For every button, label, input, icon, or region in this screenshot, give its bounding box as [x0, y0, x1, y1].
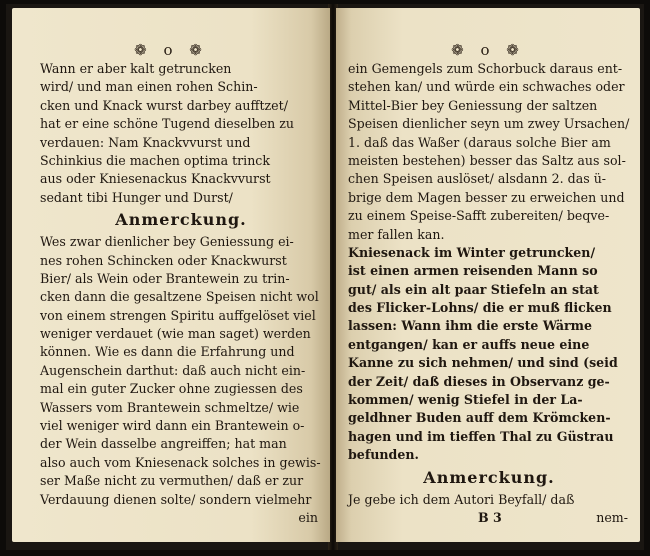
- right-heading: Anmerckung.: [423, 467, 555, 487]
- left-body-line: weniger verdauet (wie man saget) werden: [40, 326, 311, 342]
- right-verse-line: Kanne zu sich nehmen/ und sind (seid: [348, 355, 618, 371]
- left-text-block: [40, 60, 322, 527]
- left-body-line: Wes zwar dienlicher bey Geniessung ei-: [40, 234, 294, 250]
- left-body-line: also auch vom Kniesenack solches in gewis-: [40, 454, 321, 470]
- right-body-line: ein Gemengels zum Schorbuck daraus ent-: [348, 61, 623, 76]
- left-catchword: ein: [298, 509, 318, 525]
- right-body-line: mer fallen kan.: [348, 226, 445, 242]
- left-verse-line: Schinkius die machen optima trinck: [40, 152, 270, 168]
- right-body-line: meisten bestehen) besser das Saltz aus sol-: [348, 152, 626, 168]
- right-verse-line: kommen/ wenig Stiefel in der La-: [348, 392, 583, 408]
- left-body-line: viel weniger wird dann ein Brantewein o-: [40, 418, 305, 434]
- right-body-line: Mittel-Bier bey Geniessung der saltzen: [348, 97, 598, 113]
- right-verse-line: hagen und im tieffen Thal zu Güstrau: [348, 428, 614, 444]
- right-body-line: Speisen dienlicher seyn um zwey Ursachen/: [348, 116, 630, 132]
- right-verse-line: der Zeit/ daß dieses in Observanz ge-: [348, 373, 610, 389]
- right-verse-line: geldhner Buden auff dem Krömcken-: [348, 410, 611, 426]
- left-verse-line: Wann er aber kalt getruncken: [40, 61, 232, 76]
- left-body-line: Augenschein darthut: daß auch nicht ein-: [40, 362, 306, 378]
- left-body-line: Wassers vom Brantewein schmeltze/ wie: [40, 399, 300, 415]
- left-body-line: nes rohen Schincken oder Knackwurst: [40, 252, 287, 268]
- right-verse-line: entgangen/ kan er auffs neue eine: [348, 336, 590, 352]
- right-verse-line: lassen: Wann ihm die erste Wärme: [348, 318, 593, 334]
- right-body-line: brige dem Magen besser zu erweichen und: [348, 189, 625, 205]
- left-verse-line: cken und Knack wurst darbey aufftzet/: [40, 97, 288, 113]
- right-body-line: zu einem Speise-Safft zubereiten/ beqve-: [348, 208, 610, 224]
- right-catchword: nem-: [596, 509, 628, 525]
- left-body-line: mal ein guter Zucker ohne zugiessen des: [40, 381, 303, 397]
- right-body-line: 1. daß das Waßer (daraus solche Bier am: [348, 134, 611, 150]
- left-ornament: ❁ o ❁: [134, 41, 208, 59]
- left-body-line: ser Maße nicht zu vermuthen/ daß er zur: [40, 473, 304, 489]
- right-footer-line: [348, 509, 630, 527]
- left-verse-line: wird/ und man einen rohen Schin-: [40, 79, 258, 95]
- left-page: [12, 8, 330, 542]
- left-verse-line: verdauen: Nam Knackvvurst und: [40, 134, 251, 150]
- left-heading: Anmerckung.: [115, 210, 247, 230]
- left-body-line: Bier/ als Wein oder Brantewein zu trin-: [40, 270, 290, 286]
- right-verse-line: ist einen armen reisenden Mann so: [348, 263, 598, 279]
- book-spread: [6, 4, 644, 550]
- left-body-line: können. Wie es dann die Erfahrung und: [40, 344, 295, 360]
- signature-mark: B 3: [478, 509, 502, 525]
- left-body-line: von einem strengen Spiritu auffgelöset viel: [40, 307, 316, 323]
- left-verse-line: aus oder Kniesenackus Knackvvurst: [40, 171, 271, 187]
- left-body-line: der Wein dasselbe angreiffen; hat man: [40, 436, 287, 452]
- right-verse-line: des Flicker-Lohns/ die er muß flicken: [348, 300, 612, 316]
- right-verse-line: gut/ als ein alt paar Stiefeln an stat: [348, 281, 599, 297]
- left-body-line: Verdauung dienen solte/ sondern vielmehr: [40, 491, 312, 507]
- right-text-block: [348, 60, 630, 527]
- right-last-line: Je gebe ich dem Autori Beyfall/ daß: [348, 491, 575, 507]
- right-verse-line: befunden.: [348, 447, 419, 463]
- right-body-line: chen Speisen auslöset/ alsdann 2. das ü-: [348, 171, 607, 187]
- left-verse-line: hat er eine schöne Tugend dieselben zu: [40, 116, 295, 132]
- left-body-line: cken dann die gesaltzene Speisen nicht wol: [40, 289, 319, 305]
- right-body-line: stehen kan/ und würde ein schwaches oder: [348, 79, 625, 95]
- right-page: [336, 8, 640, 542]
- right-verse-line: Kniesenack im Winter getruncken/: [348, 244, 596, 260]
- left-verse-line: sedant tibi Hunger und Durst/: [40, 189, 233, 205]
- right-ornament: ❁ o ❁: [451, 41, 525, 59]
